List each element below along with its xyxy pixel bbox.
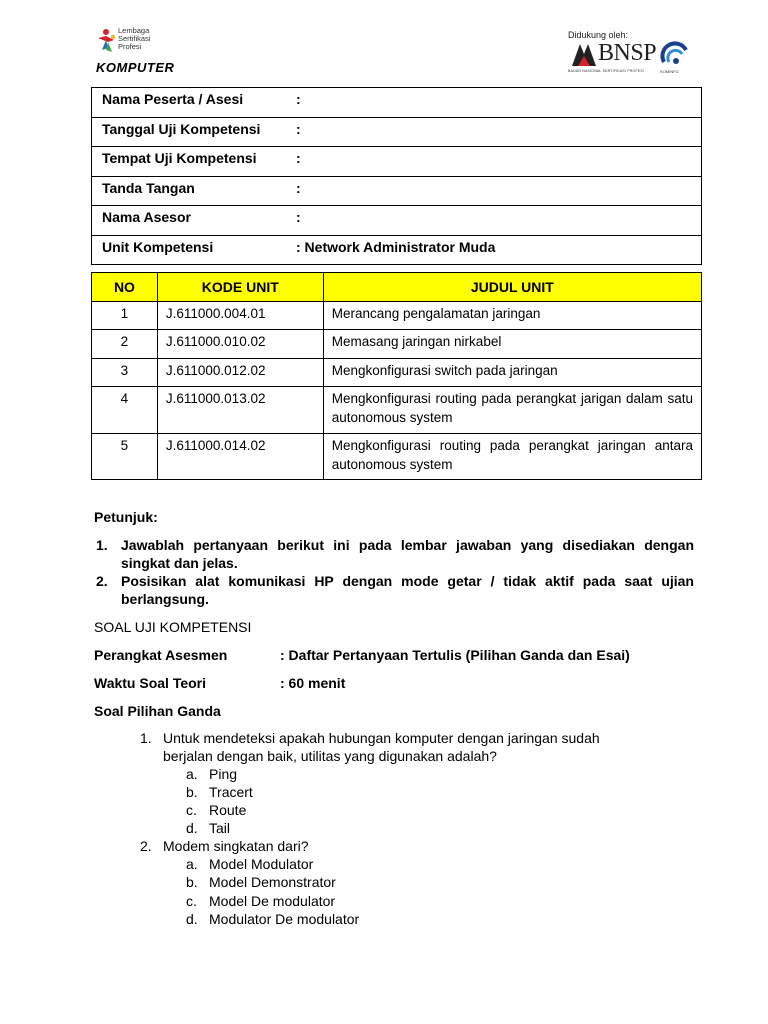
lsp-logo-mark (96, 28, 118, 60)
lsp-logo-text (118, 27, 151, 51)
cell-no: 5 (92, 433, 158, 480)
exam-time-value: : 60 menit (280, 675, 346, 691)
cell-judul: Mengkonfigurasi routing pada perangkat jarigan dalam satu autonomous system (323, 387, 701, 434)
table-row (92, 359, 702, 387)
option-letter: b. (186, 784, 198, 800)
cell-no: 1 (92, 302, 158, 330)
info-row (92, 235, 702, 265)
option-text: Tail (209, 820, 231, 836)
col-header-kode: KODE UNIT (157, 273, 323, 302)
option-letter: a. (186, 856, 198, 872)
question-text: Modem singkatan dari? (163, 838, 309, 854)
option-text: Model De modulator (209, 893, 336, 909)
option-letter: c. (186, 802, 197, 818)
info-row (92, 176, 702, 206)
option-text: Model Modulator (209, 856, 314, 872)
cell-kode: J.611000.013.02 (157, 387, 323, 434)
question-number: 1. (140, 730, 152, 746)
info-label: Tanda Tangan (102, 179, 195, 196)
option-text: Ping (209, 766, 238, 782)
cell-kode: J.611000.014.02 (157, 433, 323, 480)
info-value: : (296, 179, 301, 196)
lsp-line-1: Lembaga (118, 26, 150, 35)
cell-kode: J.611000.004.01 (157, 302, 323, 330)
instruction-number: 1. (96, 537, 108, 553)
supported-by-label: Didukung oleh: (568, 30, 629, 40)
info-value: : (296, 150, 301, 166)
competency-units-table (91, 272, 702, 480)
table-row (92, 433, 702, 480)
question-text-cont: berjalan dengan baik, utilitas yang digunakan adalah? (163, 748, 497, 764)
exam-time-label: Waktu Soal Teori (94, 675, 207, 691)
option-text: Tracert (209, 784, 253, 800)
cell-judul: Mengkonfigurasi switch pada jaringan (323, 359, 701, 387)
option-text: Modulator De modulator (209, 911, 360, 927)
option-letter: c. (186, 893, 197, 909)
cell-judul: Merancang pengalamatan jaringan (323, 302, 701, 330)
question-number: 2. (140, 838, 152, 854)
cell-no: 4 (92, 387, 158, 434)
col-header-no: NO (92, 273, 158, 302)
cell-no: 2 (92, 330, 158, 359)
instructions-title: Petunjuk: (94, 509, 158, 525)
col-header-judul: JUDUL UNIT (323, 273, 701, 302)
info-row (92, 147, 702, 177)
lsp-logo-name: KOMPUTER (96, 60, 175, 75)
cell-judul: Mengkonfigurasi routing pada perangkat jaringan antara autonomous system (323, 433, 701, 480)
info-value: : (296, 209, 301, 225)
table-row (92, 387, 702, 434)
option-text: Model Demonstrator (209, 874, 336, 890)
instruction-text: Posisikan alat komunikasi HP dengan mode getar / tidak aktif pada saat ujian berlangsung. (121, 573, 694, 607)
bnsp-subtitle: BADAN NASIONAL SERTIFIKASI PROFESI (568, 69, 645, 73)
info-label: Nama Peserta / Asesi (102, 91, 244, 107)
assessment-tool-value: : Daftar Pertanyaan Tertulis (Pilihan Ganda dan Esai) (280, 647, 630, 663)
instructions-list (94, 536, 694, 608)
info-row (92, 206, 702, 236)
instruction-text: Jawablah pertanyaan berikut ini pada lembar jawaban yang disediakan dengan singkat dan jelas. (121, 537, 694, 571)
question-text: Untuk mendeteksi apakah hubungan komputer dengan jaringan sudah (163, 730, 600, 746)
cell-kode: J.611000.012.02 (157, 359, 323, 387)
info-label: Tanggal Uji Kompetensi (102, 120, 261, 137)
assessment-tool-line (94, 647, 630, 663)
lsp-line-2: Sertifikasi (118, 34, 151, 43)
info-label: Unit Kompetensi (102, 238, 214, 255)
info-value: : (296, 91, 301, 107)
assessment-tool-label: Perangkat Asesmen (94, 647, 228, 663)
exam-time-line (94, 675, 345, 691)
info-row (92, 117, 702, 147)
exam-title: SOAL UJI KOMPETENSI (94, 619, 252, 635)
cell-judul: Memasang jaringan nirkabel (323, 330, 701, 359)
info-value: : Network Administrator Muda (296, 238, 496, 255)
lsp-line-3: Profesi (118, 42, 142, 51)
info-label: Tempat Uji Kompetensi (102, 150, 257, 166)
kominfo-label: KOMINFO (660, 69, 679, 74)
instruction-item (94, 572, 694, 608)
table-row (92, 302, 702, 330)
option-letter: d. (186, 911, 198, 927)
info-label: Nama Asesor (102, 209, 191, 225)
info-value: : (296, 120, 301, 137)
participant-info-table (91, 87, 702, 265)
section-title: Soal Pilihan Ganda (94, 703, 221, 719)
option-letter: a. (186, 766, 198, 782)
option-letter: b. (186, 874, 198, 890)
cell-no: 3 (92, 359, 158, 387)
info-row (92, 88, 702, 118)
table-row (92, 330, 702, 359)
option-letter: d. (186, 820, 198, 836)
instruction-number: 2. (96, 573, 108, 589)
option-text: Route (209, 802, 247, 818)
cell-kode: J.611000.010.02 (157, 330, 323, 359)
instruction-item (94, 536, 694, 572)
bnsp-logo-text: BNSP (598, 40, 657, 66)
